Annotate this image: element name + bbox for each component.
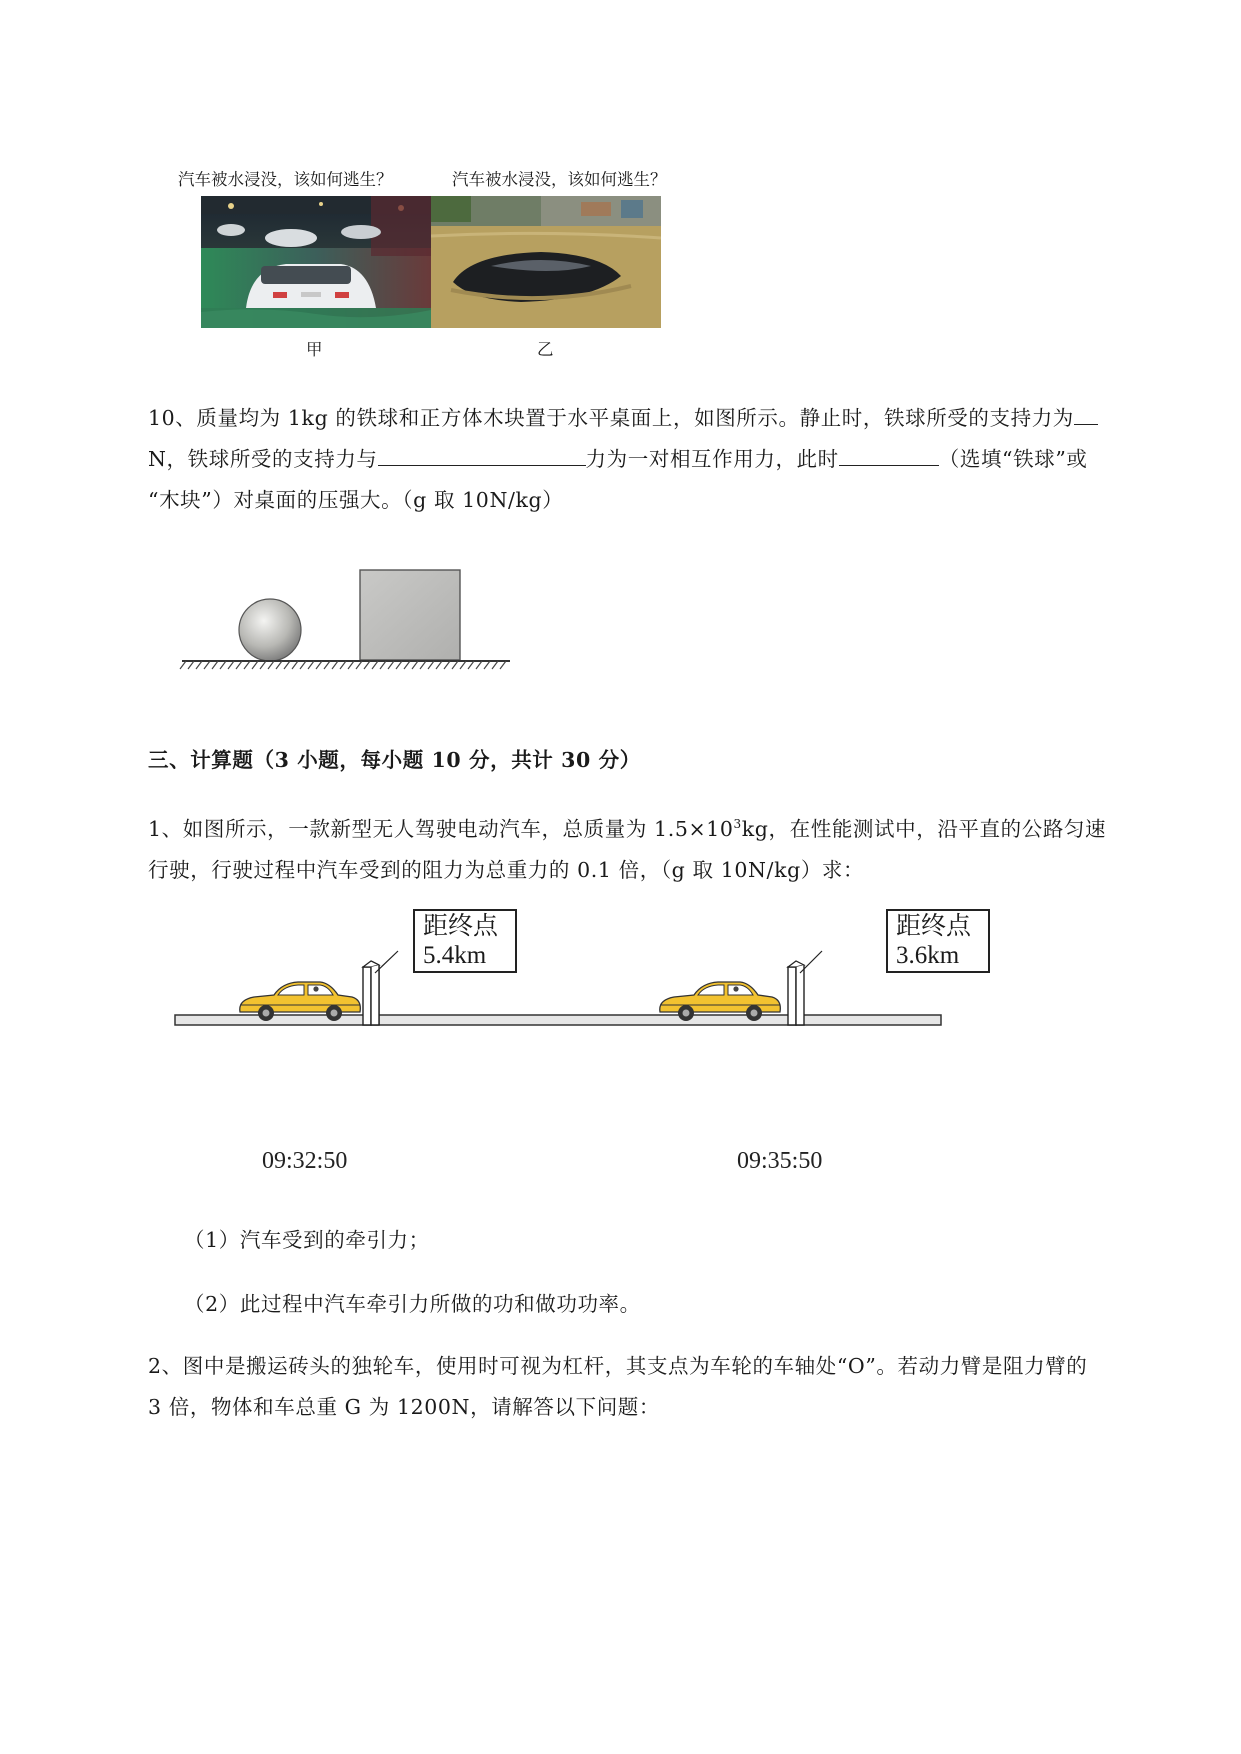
q10-text-4: （选填“铁球”或 bbox=[938, 447, 1088, 471]
calc1-text-a: 1、如图所示，一款新型无人驾驶电动汽车，总质量为 1.5×10 bbox=[148, 816, 734, 841]
flooded-car-photo-right bbox=[431, 196, 661, 328]
calc2-text-1: 2、图中是搬运砖头的独轮车，使用时可视为杠杆，其支点为车轮的车轴处“O”。若动力臂是阻力臂的 bbox=[148, 1354, 1088, 1378]
photo-caption-right: 汽车被水浸没，该如何逃生？ bbox=[452, 170, 667, 189]
road-scene-final bbox=[170, 905, 950, 1065]
calc1-sub2: （2）此过程中汽车牵引力所做的功和做功功率。 bbox=[184, 1292, 641, 1316]
photo-label-yi: 乙 bbox=[537, 340, 554, 359]
calc1-sub1: （1）汽车受到的牵引力； bbox=[184, 1228, 430, 1252]
time-right: 09:35:50 bbox=[737, 1148, 823, 1174]
question-10 bbox=[148, 398, 1148, 521]
sign-left-line1: 距终点 bbox=[423, 911, 499, 940]
sign-right-line1: 距终点 bbox=[896, 911, 972, 940]
q10-text-1: 10、质量均为 1kg 的铁球和正方体木块置于水平桌面上，如图所示。静止时，铁球所受的支持力为 bbox=[148, 406, 1074, 430]
q10-text-5: “木块”）对桌面的压强大。（g 取 10N/kg） bbox=[148, 488, 564, 512]
calc-question-1 bbox=[148, 804, 1148, 891]
q10-text-2: N，铁球所受的支持力与 bbox=[148, 447, 378, 471]
q10-blank-3[interactable] bbox=[839, 464, 939, 466]
flooded-car-photo-left bbox=[201, 196, 431, 328]
iron-ball bbox=[239, 599, 301, 661]
sign-right-line2: 3.6km bbox=[896, 942, 960, 969]
q10-blank-1[interactable] bbox=[1074, 423, 1098, 425]
calc1-text-b: kg，在性能测试中，沿平直的公路匀速 bbox=[741, 816, 1107, 841]
q10-text-3: 力为一对相互作用力，此时 bbox=[585, 447, 839, 471]
sign-left-line2: 5.4km bbox=[423, 942, 487, 969]
ball-block-figure bbox=[178, 560, 518, 690]
q10-blank-2[interactable] bbox=[378, 464, 586, 466]
photo-caption-left: 汽车被水浸没，该如何逃生？ bbox=[178, 170, 393, 189]
time-left: 09:32:50 bbox=[262, 1148, 348, 1174]
calc1-text-c: 行驶，行驶过程中汽车受到的阻力为总重力的 0.1 倍，（g 取 10N/kg）求： bbox=[148, 857, 865, 882]
distance-sign-right-box bbox=[886, 909, 990, 973]
calc2-text-2: 3 倍，物体和车总重 G 为 1200N，请解答以下问题： bbox=[148, 1395, 660, 1419]
distance-sign-left-box bbox=[413, 909, 517, 973]
calc1-exponent: 3 bbox=[733, 817, 742, 831]
calc-question-2 bbox=[148, 1346, 1148, 1428]
table-hatching bbox=[180, 661, 506, 669]
wooden-block bbox=[360, 570, 460, 660]
photo-label-jia: 甲 bbox=[306, 340, 323, 359]
section-3-heading: 三、计算题（3 小题，每小题 10 分，共计 30 分） bbox=[148, 748, 641, 772]
